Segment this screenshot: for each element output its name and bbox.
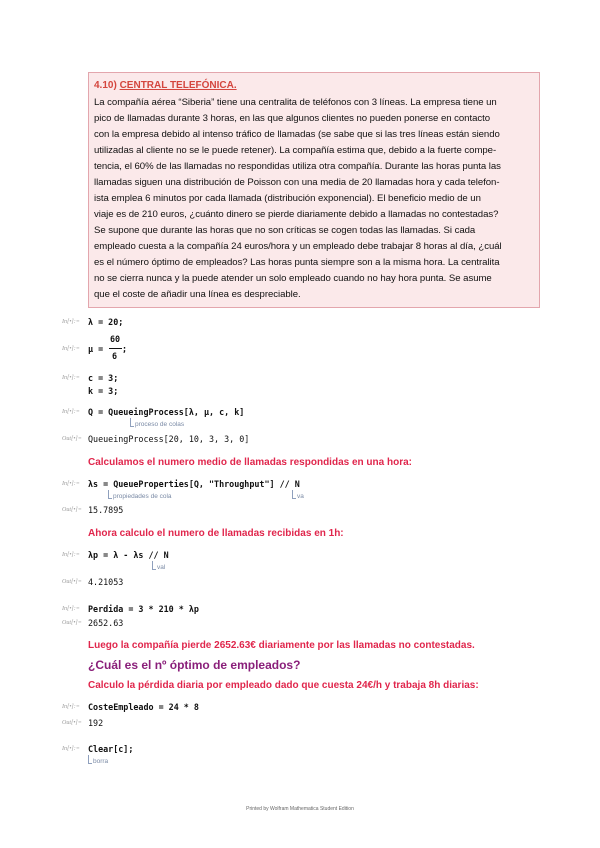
problem-line: La compañía aérea “Siberia” tiene una centralita de teléfonos con 3 líneas. La empresa tiene un [94, 97, 497, 108]
coste-output: 192 [88, 718, 104, 728]
function-hint: propiedades de cola [108, 490, 172, 500]
input-label: In[•]:= [62, 481, 80, 487]
problem-line: Se supone que durante las horas que no son críticas se cogen todas las llamadas. Si cada [94, 225, 476, 236]
input-label: In[•]:= [62, 606, 80, 612]
section-heading: ¿Cuál es el nº óptimo de empleados? [88, 658, 301, 672]
output-label: Out[•]= [62, 579, 82, 585]
mu-semicolon: ; [122, 344, 128, 354]
explanation-text: Luego la compañía pierde 2652.63€ diariamente por las llamadas no contestadas. [88, 640, 475, 651]
coste-input[interactable]: CosteEmpleado = 24 * 8 [88, 702, 199, 712]
problem-line: utilizadas al cliente no se le puede retener). La compañía estima que, debido a la fuerte compe- [94, 145, 497, 156]
problem-line: con la empresa debido al intenso tráfico de llamadas (se sabe que si las tres líneas están siendo [94, 129, 500, 140]
problem-line: pico de llamadas durante 3 horas, en las que algunos clientes no pueden ponerse en contacto [94, 113, 491, 124]
fraction-bar [109, 348, 122, 349]
input-label: In[•]:= [62, 704, 80, 710]
problem-line: tencia, el 60% de las llamadas no respondidas utiliza otra compañía. Durante las horas punta las [94, 161, 501, 172]
function-hint: borra [88, 755, 108, 765]
problem-line: que el coste de añadir una línea es despreciable. [94, 289, 301, 300]
input-label: In[•]:= [62, 746, 80, 752]
mu-input-prefix[interactable]: μ = [88, 344, 104, 354]
problem-number: 4.10) [94, 80, 120, 91]
c-input[interactable]: c = 3; [88, 373, 119, 383]
problem-title-text: CENTRAL TELEFÓNICA. [119, 80, 237, 91]
mu-numerator: 60 [110, 334, 121, 344]
lambda-p-output: 4.21053 [88, 577, 124, 587]
perdida-output: 2652.63 [88, 618, 124, 628]
problem-title [94, 80, 237, 91]
lambda-p-input[interactable]: λp = λ - λs // N [88, 550, 169, 560]
problem-line: llamadas siguen una distribución de Poisson con una media de 20 llamadas hora y cada telefon- [94, 177, 500, 188]
output-label: Out[•]= [62, 436, 82, 442]
queue-input[interactable]: Q = QueueingProcess[λ, μ, c, k] [88, 407, 245, 417]
input-label: In[•]:= [62, 552, 80, 558]
clear-input[interactable]: Clear[c]; [88, 744, 134, 754]
lambda-s-output: 15.7895 [88, 505, 124, 515]
function-hint: val [152, 561, 165, 571]
problem-line: es el número óptimo de empleados? Las horas punta siempre son a la misma hora. La centralita [94, 257, 500, 268]
input-label: In[•]:= [62, 346, 80, 352]
output-label: Out[•]= [62, 507, 82, 513]
explanation-text: Calculamos el numero medio de llamadas respondidas en una hora: [88, 457, 412, 468]
explanation-text: Ahora calculo el numero de llamadas recibidas en 1h: [88, 528, 344, 539]
problem-line: no se cierra nunca y la puede atender un solo empleado cuando no hay hora punta. Se asume [94, 273, 492, 284]
lambda-input[interactable]: λ = 20; [88, 317, 124, 327]
problem-line: empleado cuesta a la compañía 24 euros/hora y un empleado debe trabajar 8 horas al día, ¿cuál [94, 241, 502, 252]
queue-output: QueueingProcess[20, 10, 3, 3, 0] [88, 434, 250, 444]
input-label: In[•]:= [62, 319, 80, 325]
function-hint: proceso de colas [130, 418, 184, 428]
function-hint: va [292, 490, 304, 500]
print-footer: Printed by Wolfram Mathematica Student Edition [246, 806, 354, 812]
output-label: Out[•]= [62, 720, 82, 726]
problem-line: ista emplea 6 minutos por cada llamada (distribución exponencial). El beneficio medio de un [94, 193, 481, 204]
lambda-s-input[interactable]: λs = QueueProperties[Q, "Throughput"] // N [88, 479, 300, 489]
input-label: In[•]:= [62, 409, 80, 415]
k-input[interactable]: k = 3; [88, 386, 119, 396]
input-label: In[•]:= [62, 375, 80, 381]
problem-line: viaje es de 210 euros, ¿cuánto dinero se pierde diariamente debido a llamadas no contestadas? [94, 209, 499, 220]
mu-denominator: 6 [112, 351, 118, 361]
explanation-text: Calculo la pérdida diaria por empleado dado que cuesta 24€/h y trabaja 8h diarias: [88, 680, 479, 691]
perdida-input[interactable]: Perdida = 3 * 210 * λp [88, 604, 199, 614]
output-label: Out[•]= [62, 620, 82, 626]
